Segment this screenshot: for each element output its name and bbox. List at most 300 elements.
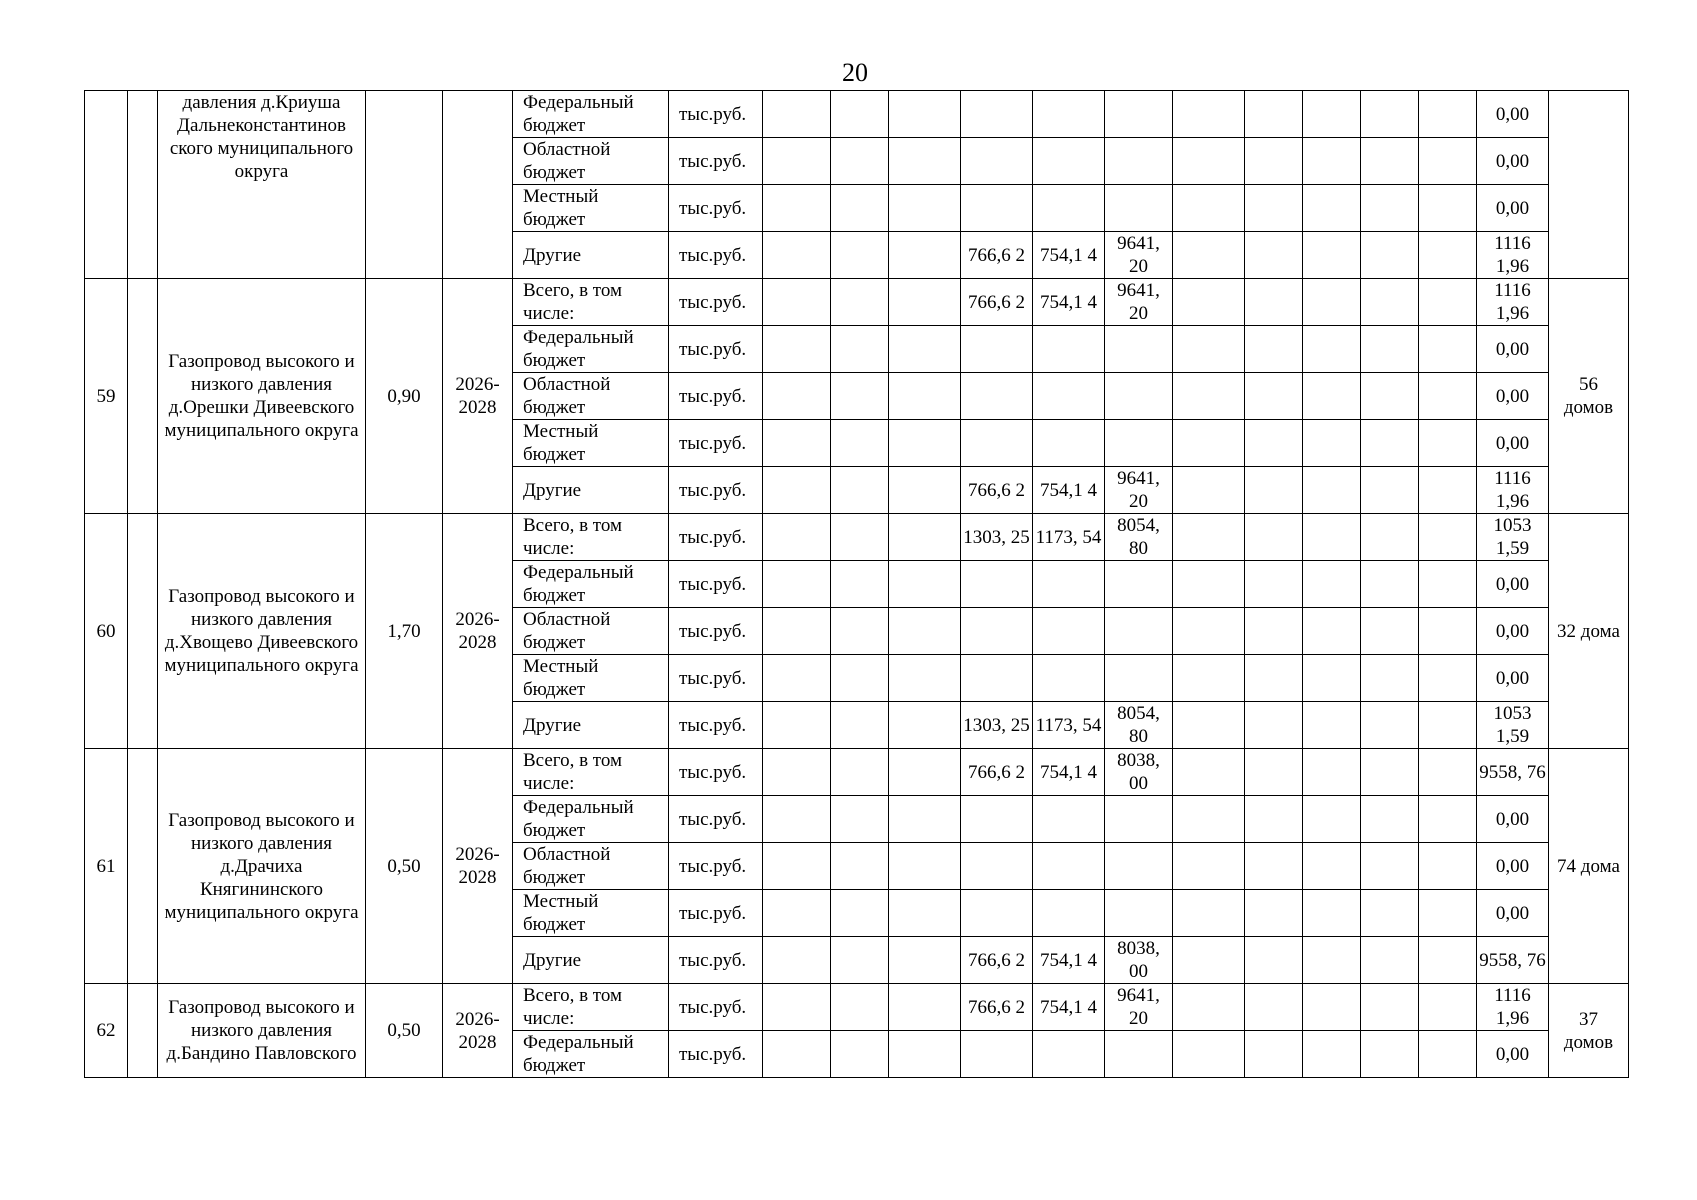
unit-cell: тыс.руб. <box>669 655 763 702</box>
result-cell: 37 домов <box>1549 984 1629 1078</box>
empty-cell <box>763 749 831 796</box>
value-cell-2026: 766,6 2 <box>961 232 1033 279</box>
value-cell-2028 <box>1105 185 1173 232</box>
total-cell: 0,00 <box>1477 608 1549 655</box>
unused-cell <box>1419 890 1477 937</box>
value-cell-2026 <box>961 796 1033 843</box>
empty-cell <box>831 702 889 749</box>
empty-cell <box>889 561 961 608</box>
source-cell: Областной бюджет <box>513 843 669 890</box>
empty-cell <box>763 279 831 326</box>
empty-cell <box>1245 561 1303 608</box>
source-cell: Местный бюджет <box>513 890 669 937</box>
value-cell-2028 <box>1105 561 1173 608</box>
unit-cell: тыс.руб. <box>669 185 763 232</box>
value-cell-2028 <box>1105 843 1173 890</box>
source-cell: Другие <box>513 937 669 984</box>
empty-cell <box>1361 232 1419 279</box>
value-cell-2028: 8054, 80 <box>1105 514 1173 561</box>
empty-cell <box>1303 373 1361 420</box>
page-number: 20 <box>842 58 868 87</box>
empty-cell <box>1303 749 1361 796</box>
value-cell-2028 <box>1105 655 1173 702</box>
value-cell-2026 <box>961 185 1033 232</box>
value-cell-2026 <box>961 561 1033 608</box>
value-cell-2026 <box>961 326 1033 373</box>
empty-cell <box>831 749 889 796</box>
empty-cell <box>1245 232 1303 279</box>
value-cell-2028 <box>1105 91 1173 138</box>
unit-cell: тыс.руб. <box>669 890 763 937</box>
empty-cell <box>831 608 889 655</box>
object-name-cell: Газопровод высокого и низкого давления д.Драчиха Княгининского муниципального округа <box>158 749 366 984</box>
empty-cell <box>128 279 158 514</box>
value-cell-2026 <box>961 1031 1033 1078</box>
source-cell: Всего, в том числе: <box>513 749 669 796</box>
empty-cell <box>831 1031 889 1078</box>
value-cell-2027 <box>1033 420 1105 467</box>
empty-cell <box>889 514 961 561</box>
result-cell <box>1549 91 1629 279</box>
value-cell-2027 <box>1033 608 1105 655</box>
empty-cell <box>763 702 831 749</box>
empty-cell <box>1245 984 1303 1031</box>
empty-cell <box>1245 702 1303 749</box>
unused-cell <box>1419 279 1477 326</box>
empty-cell <box>831 937 889 984</box>
total-cell: 0,00 <box>1477 561 1549 608</box>
value-cell-2026 <box>961 373 1033 420</box>
value-cell-2028: 8038, 00 <box>1105 749 1173 796</box>
table-row <box>85 984 1629 1031</box>
value-cell-2027 <box>1033 1031 1105 1078</box>
empty-cell <box>1303 937 1361 984</box>
empty-cell <box>889 420 961 467</box>
value-cell-2028: 9641, 20 <box>1105 279 1173 326</box>
unit-cell: тыс.руб. <box>669 514 763 561</box>
value-cell-2026: 766,6 2 <box>961 984 1033 1031</box>
total-cell: 1116 1,96 <box>1477 232 1549 279</box>
empty-cell <box>763 890 831 937</box>
total-cell: 1116 1,96 <box>1477 984 1549 1031</box>
empty-cell <box>763 467 831 514</box>
unit-cell: тыс.руб. <box>669 91 763 138</box>
source-cell: Всего, в том числе: <box>513 984 669 1031</box>
empty-cell <box>763 420 831 467</box>
empty-cell <box>1303 984 1361 1031</box>
total-cell: 0,00 <box>1477 655 1549 702</box>
value-cell-2027 <box>1033 843 1105 890</box>
empty-cell <box>831 561 889 608</box>
empty-cell <box>831 420 889 467</box>
value-cell-2027 <box>1033 655 1105 702</box>
empty-cell <box>1245 185 1303 232</box>
empty-cell <box>1361 467 1419 514</box>
unused-cell <box>1419 326 1477 373</box>
value-cell-2028 <box>1105 796 1173 843</box>
value-cell-2028 <box>1105 138 1173 185</box>
value-cell-2028 <box>1105 326 1173 373</box>
empty-cell <box>1361 326 1419 373</box>
total-cell: 1053 1,59 <box>1477 514 1549 561</box>
empty-cell <box>1303 890 1361 937</box>
total-cell: 1116 1,96 <box>1477 467 1549 514</box>
empty-cell <box>1361 138 1419 185</box>
empty-cell <box>831 890 889 937</box>
value-cell-2027 <box>1033 561 1105 608</box>
source-cell: Местный бюджет <box>513 420 669 467</box>
empty-cell <box>889 467 961 514</box>
empty-cell <box>1245 373 1303 420</box>
total-cell: 0,00 <box>1477 843 1549 890</box>
source-cell: Другие <box>513 467 669 514</box>
empty-cell <box>128 984 158 1078</box>
empty-cell <box>1303 326 1361 373</box>
empty-cell <box>1303 796 1361 843</box>
unit-cell: тыс.руб. <box>669 984 763 1031</box>
total-cell: 9558, 76 <box>1477 749 1549 796</box>
value-cell-2028 <box>1105 420 1173 467</box>
table-row <box>85 91 1629 138</box>
total-cell: 1053 1,59 <box>1477 702 1549 749</box>
empty-cell <box>1303 420 1361 467</box>
empty-cell <box>889 937 961 984</box>
value-cell-2028: 8038, 00 <box>1105 937 1173 984</box>
empty-cell <box>1361 91 1419 138</box>
empty-cell <box>1245 796 1303 843</box>
empty-cell <box>1361 655 1419 702</box>
unit-cell: тыс.руб. <box>669 749 763 796</box>
num-cell: 62 <box>85 984 128 1078</box>
unit-cell: тыс.руб. <box>669 232 763 279</box>
empty-cell <box>1245 91 1303 138</box>
empty-cell <box>1361 279 1419 326</box>
empty-cell <box>1173 937 1245 984</box>
value-cell-2028: 8054, 80 <box>1105 702 1173 749</box>
value-cell-2026: 766,6 2 <box>961 937 1033 984</box>
result-cell: 32 дома <box>1549 514 1629 749</box>
unused-cell <box>1419 420 1477 467</box>
empty-cell <box>1361 1031 1419 1078</box>
empty-cell <box>889 843 961 890</box>
empty-cell <box>1173 702 1245 749</box>
period-cell <box>443 91 513 279</box>
empty-cell <box>1303 1031 1361 1078</box>
total-cell: 0,00 <box>1477 796 1549 843</box>
source-cell: Областной бюджет <box>513 608 669 655</box>
empty-cell <box>1173 138 1245 185</box>
empty-cell <box>763 185 831 232</box>
empty-cell <box>1303 467 1361 514</box>
empty-cell <box>1173 561 1245 608</box>
value-cell-2027: 754,1 4 <box>1033 749 1105 796</box>
table-row <box>85 749 1629 796</box>
unused-cell <box>1419 1031 1477 1078</box>
value-cell-2027: 754,1 4 <box>1033 937 1105 984</box>
object-name-cell: Газопровод высокого и низкого давления д.Хвощево Дивеевского муниципального округа <box>158 514 366 749</box>
empty-cell <box>1303 279 1361 326</box>
value-cell-2027 <box>1033 796 1105 843</box>
empty-cell <box>1245 890 1303 937</box>
empty-cell <box>1361 937 1419 984</box>
unit-cell: тыс.руб. <box>669 608 763 655</box>
value-cell-2027 <box>1033 326 1105 373</box>
value-cell-2027 <box>1033 890 1105 937</box>
empty-cell <box>1361 749 1419 796</box>
empty-cell <box>831 185 889 232</box>
value-cell-2026 <box>961 655 1033 702</box>
total-cell: 0,00 <box>1477 138 1549 185</box>
result-cell: 74 дома <box>1549 749 1629 984</box>
empty-cell <box>763 373 831 420</box>
value-cell-2026: 766,6 2 <box>961 467 1033 514</box>
num-cell: 59 <box>85 279 128 514</box>
empty-cell <box>1303 655 1361 702</box>
empty-cell <box>1361 373 1419 420</box>
empty-cell <box>1361 185 1419 232</box>
total-cell: 0,00 <box>1477 185 1549 232</box>
empty-cell <box>1303 138 1361 185</box>
empty-cell <box>763 232 831 279</box>
unused-cell <box>1419 232 1477 279</box>
empty-cell <box>889 984 961 1031</box>
empty-cell <box>831 279 889 326</box>
total-cell: 0,00 <box>1477 1031 1549 1078</box>
value-cell-2027: 754,1 4 <box>1033 984 1105 1031</box>
empty-cell <box>763 1031 831 1078</box>
value-cell-2026 <box>961 890 1033 937</box>
period-cell: 2026- 2028 <box>443 514 513 749</box>
empty-cell <box>1361 561 1419 608</box>
empty-cell <box>831 326 889 373</box>
length-cell: 1,70 <box>366 514 443 749</box>
unit-cell: тыс.руб. <box>669 467 763 514</box>
value-cell-2028: 9641, 20 <box>1105 467 1173 514</box>
source-cell: Федеральный бюджет <box>513 1031 669 1078</box>
empty-cell <box>831 138 889 185</box>
value-cell-2028 <box>1105 608 1173 655</box>
value-cell-2026 <box>961 843 1033 890</box>
empty-cell <box>1173 608 1245 655</box>
total-cell: 0,00 <box>1477 326 1549 373</box>
empty-cell <box>763 843 831 890</box>
empty-cell <box>889 326 961 373</box>
unused-cell <box>1419 937 1477 984</box>
table-row <box>85 279 1629 326</box>
source-cell: Областной бюджет <box>513 373 669 420</box>
empty-cell <box>1303 91 1361 138</box>
empty-cell <box>889 232 961 279</box>
unit-cell: тыс.руб. <box>669 843 763 890</box>
period-cell: 2026- 2028 <box>443 749 513 984</box>
empty-cell <box>889 749 961 796</box>
source-cell: Федеральный бюджет <box>513 326 669 373</box>
empty-cell <box>1173 749 1245 796</box>
empty-cell <box>763 561 831 608</box>
value-cell-2027: 1173, 54 <box>1033 514 1105 561</box>
empty-cell <box>128 91 158 279</box>
unit-cell: тыс.руб. <box>669 326 763 373</box>
unit-cell: тыс.руб. <box>669 561 763 608</box>
empty-cell <box>1361 420 1419 467</box>
empty-cell <box>1361 608 1419 655</box>
empty-cell <box>1361 796 1419 843</box>
empty-cell <box>1361 890 1419 937</box>
object-name-cell: Газопровод высокого и низкого давления д.Бандино Павловского <box>158 984 366 1078</box>
unit-cell: тыс.руб. <box>669 420 763 467</box>
empty-cell <box>1173 185 1245 232</box>
unit-cell: тыс.руб. <box>669 796 763 843</box>
unused-cell <box>1419 467 1477 514</box>
value-cell-2027 <box>1033 91 1105 138</box>
length-cell: 0,50 <box>366 749 443 984</box>
source-cell: Федеральный бюджет <box>513 796 669 843</box>
unused-cell <box>1419 185 1477 232</box>
value-cell-2026 <box>961 608 1033 655</box>
empty-cell <box>1173 467 1245 514</box>
empty-cell <box>763 608 831 655</box>
empty-cell <box>831 514 889 561</box>
unit-cell: тыс.руб. <box>669 373 763 420</box>
object-name-cell: Газопровод высокого и низкого давления д.Орешки Дивеевского муниципального округа <box>158 279 366 514</box>
value-cell-2027 <box>1033 185 1105 232</box>
empty-cell <box>1245 467 1303 514</box>
value-cell-2027: 754,1 4 <box>1033 279 1105 326</box>
empty-cell <box>889 185 961 232</box>
num-cell: 61 <box>85 749 128 984</box>
unused-cell <box>1419 843 1477 890</box>
empty-cell <box>1245 749 1303 796</box>
empty-cell <box>1245 326 1303 373</box>
source-cell: Всего, в том числе: <box>513 279 669 326</box>
result-cell: 56 домов <box>1549 279 1629 514</box>
empty-cell <box>889 608 961 655</box>
total-cell: 9558, 76 <box>1477 937 1549 984</box>
unused-cell <box>1419 984 1477 1031</box>
empty-cell <box>1245 279 1303 326</box>
unit-cell: тыс.руб. <box>669 138 763 185</box>
empty-cell <box>889 890 961 937</box>
empty-cell <box>128 514 158 749</box>
unused-cell <box>1419 514 1477 561</box>
empty-cell <box>831 984 889 1031</box>
length-cell: 0,50 <box>366 984 443 1078</box>
empty-cell <box>1173 890 1245 937</box>
empty-cell <box>1361 514 1419 561</box>
empty-cell <box>889 796 961 843</box>
source-cell: Другие <box>513 232 669 279</box>
empty-cell <box>1303 514 1361 561</box>
empty-cell <box>1173 232 1245 279</box>
empty-cell <box>1303 185 1361 232</box>
value-cell-2027: 754,1 4 <box>1033 467 1105 514</box>
empty-cell <box>1245 843 1303 890</box>
value-cell-2026 <box>961 138 1033 185</box>
empty-cell <box>831 91 889 138</box>
empty-cell <box>831 655 889 702</box>
empty-cell <box>1173 655 1245 702</box>
empty-cell <box>889 373 961 420</box>
value-cell-2026: 1303, 25 <box>961 702 1033 749</box>
empty-cell <box>763 91 831 138</box>
value-cell-2026: 766,6 2 <box>961 749 1033 796</box>
unused-cell <box>1419 91 1477 138</box>
source-cell: Всего, в том числе: <box>513 514 669 561</box>
source-cell: Областной бюджет <box>513 138 669 185</box>
value-cell-2026: 766,6 2 <box>961 279 1033 326</box>
value-cell-2028: 9641, 20 <box>1105 984 1173 1031</box>
value-cell-2027: 754,1 4 <box>1033 232 1105 279</box>
value-cell-2026: 1303, 25 <box>961 514 1033 561</box>
empty-cell <box>1361 702 1419 749</box>
empty-cell <box>763 326 831 373</box>
object-name-cell: давления д.Криуша Дальнеконстантинов ского муниципального округа <box>158 91 366 279</box>
empty-cell <box>1361 843 1419 890</box>
unit-cell: тыс.руб. <box>669 1031 763 1078</box>
empty-cell <box>1173 984 1245 1031</box>
unused-cell <box>1419 561 1477 608</box>
total-cell: 0,00 <box>1477 420 1549 467</box>
empty-cell <box>1303 561 1361 608</box>
value-cell-2027 <box>1033 138 1105 185</box>
value-cell-2028: 9641, 20 <box>1105 232 1173 279</box>
empty-cell <box>831 467 889 514</box>
unused-cell <box>1419 796 1477 843</box>
num-cell: 60 <box>85 514 128 749</box>
empty-cell <box>1245 655 1303 702</box>
empty-cell <box>1173 279 1245 326</box>
budget-table <box>84 90 1629 1078</box>
empty-cell <box>763 796 831 843</box>
empty-cell <box>889 702 961 749</box>
value-cell-2026 <box>961 420 1033 467</box>
period-cell: 2026- 2028 <box>443 279 513 514</box>
empty-cell <box>889 138 961 185</box>
num-cell <box>85 91 128 279</box>
empty-cell <box>1245 608 1303 655</box>
unused-cell <box>1419 373 1477 420</box>
empty-cell <box>763 514 831 561</box>
empty-cell <box>763 138 831 185</box>
empty-cell <box>831 232 889 279</box>
unused-cell <box>1419 655 1477 702</box>
length-cell: 0,90 <box>366 279 443 514</box>
empty-cell <box>1173 420 1245 467</box>
empty-cell <box>1245 514 1303 561</box>
empty-cell <box>128 749 158 984</box>
empty-cell <box>763 984 831 1031</box>
empty-cell <box>1303 702 1361 749</box>
empty-cell <box>889 1031 961 1078</box>
empty-cell <box>1245 1031 1303 1078</box>
empty-cell <box>763 655 831 702</box>
empty-cell <box>1173 1031 1245 1078</box>
unit-cell: тыс.руб. <box>669 702 763 749</box>
total-cell: 1116 1,96 <box>1477 279 1549 326</box>
empty-cell <box>1303 608 1361 655</box>
empty-cell <box>1173 373 1245 420</box>
unused-cell <box>1419 608 1477 655</box>
empty-cell <box>1173 796 1245 843</box>
source-cell: Местный бюджет <box>513 185 669 232</box>
source-cell: Федеральный бюджет <box>513 561 669 608</box>
empty-cell <box>1173 514 1245 561</box>
source-cell: Местный бюджет <box>513 655 669 702</box>
unused-cell <box>1419 702 1477 749</box>
total-cell: 0,00 <box>1477 890 1549 937</box>
table-row <box>85 514 1629 561</box>
empty-cell <box>1303 232 1361 279</box>
